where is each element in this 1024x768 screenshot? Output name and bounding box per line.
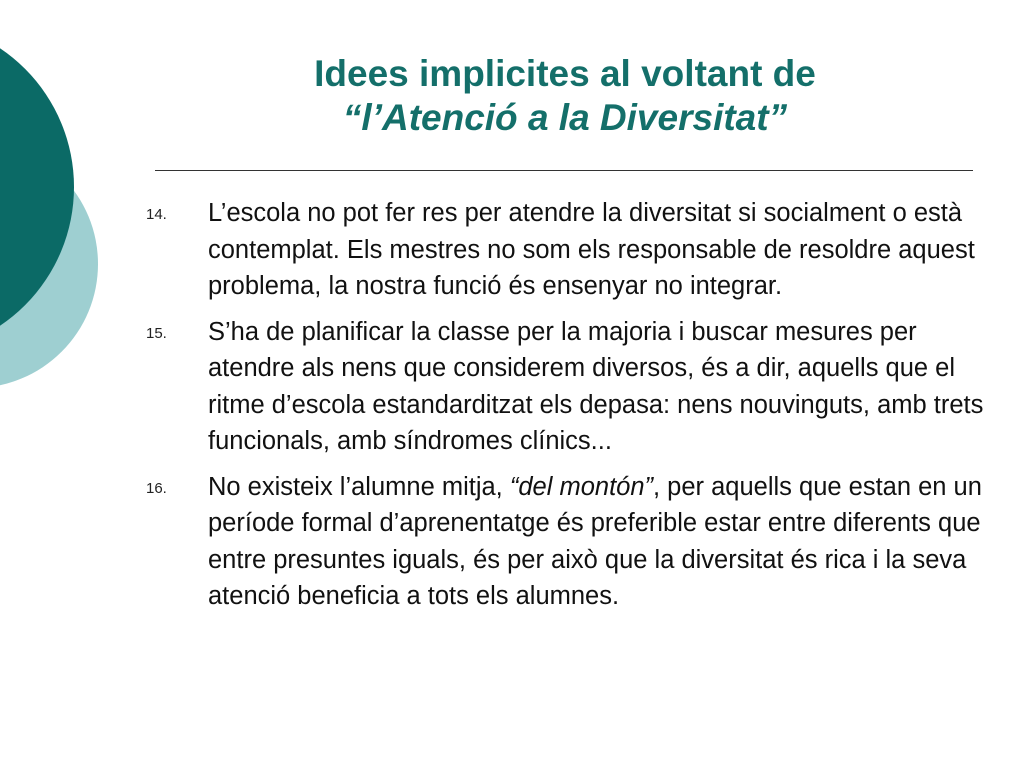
list-number: 15. [146, 324, 167, 342]
title-line-2: “l’Atenció a la Diversitat” [342, 97, 788, 138]
list-number: 14. [146, 206, 167, 223]
list-number: 16. [146, 479, 167, 497]
numbered-list [146, 195, 1006, 624]
list-item-15 [146, 314, 1006, 460]
list-item-text-italic: “del montón” [509, 472, 654, 501]
title-divider [155, 170, 973, 171]
list-item-text: S’ha de planificar la classe per la majoria i buscar mesures per atendre als nens que considerem diversos, és a dir, aquells que el ritme d’escola estandarditzat els depasa: nens nouvinguts, amb trets funcionals, amb síndromes clínics... [208, 317, 984, 455]
list-item-14 [146, 195, 1006, 305]
list-item-text [208, 469, 1006, 615]
list-item-text-end: , per aquells que estan en un període formal d’aprenentatge és preferible estar entre diferents que entre presuntes iguals, és per això que la diversitat és rica i la seva atenció beneficia a tots els alumnes. [208, 472, 982, 610]
title-line-1: Idees implicites al voltant de [314, 53, 816, 94]
list-item-text: L’escola no pot fer res per atendre la diversitat si socialment o està contemplat. Els mestres no som els responsable de resoldre aquest problema, la nostra funció és ensenyar no integrar. [208, 199, 975, 300]
list-item-text-start: No existeix l’alumne mitja, [208, 472, 510, 501]
slide-title [150, 52, 980, 140]
list-item-16 [146, 469, 1006, 615]
